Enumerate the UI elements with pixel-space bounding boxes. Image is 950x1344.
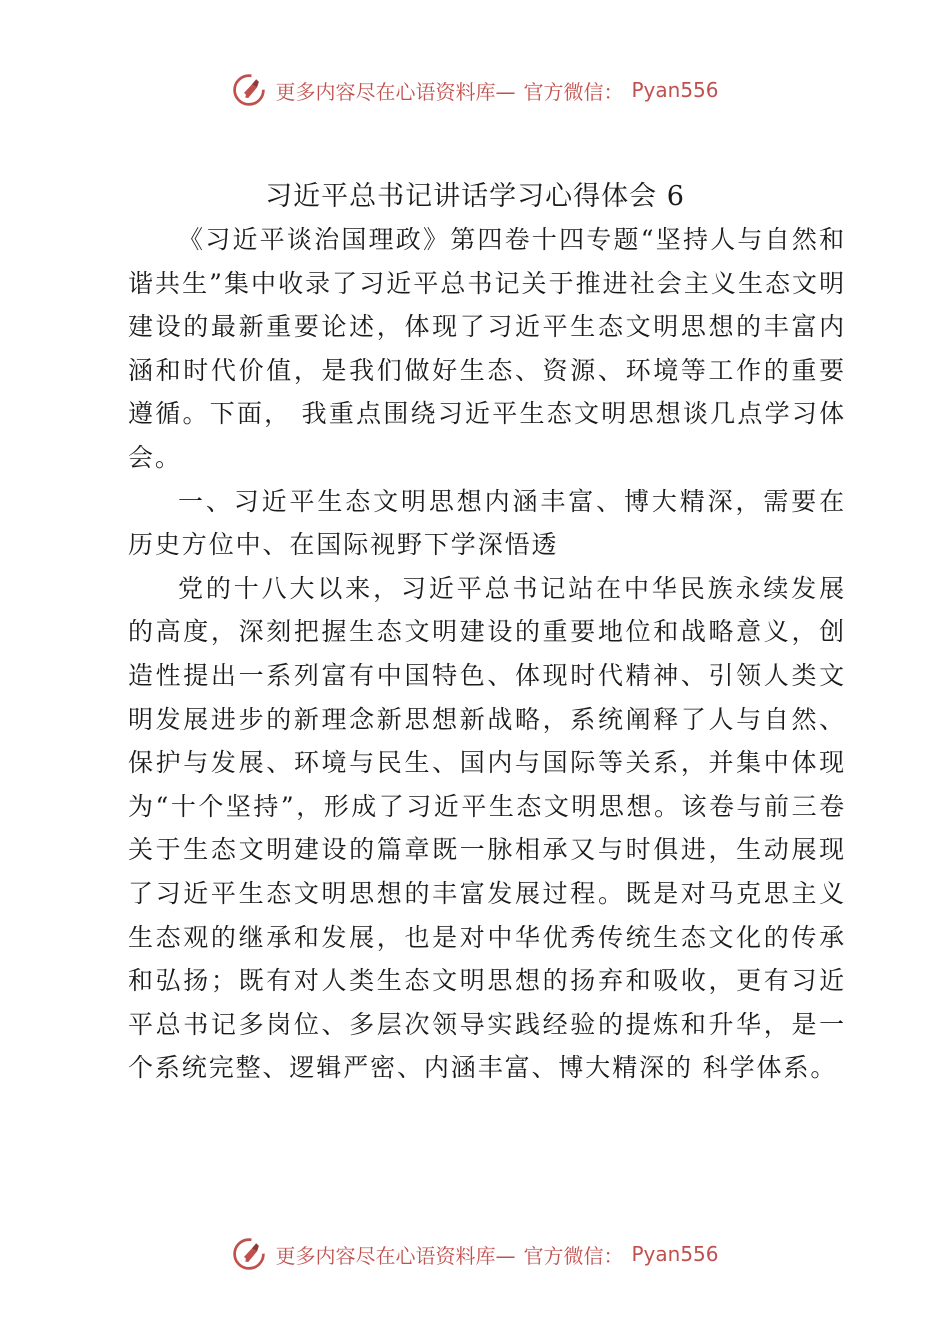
document-title: 习近平总书记讲话学习心得体会 6	[265, 181, 685, 212]
banner-wechat-id: Pyan556	[631, 1242, 719, 1266]
header-banner	[0, 72, 950, 108]
footer-banner	[0, 1236, 950, 1272]
banner-wechat-id: Pyan556	[631, 78, 719, 102]
section-heading: 一、习近平生态文明思想内涵丰富、博大精深，需要在历史方位中、在国际视野下学深悟透	[128, 486, 846, 560]
paragraph: 党的十八大以来，习近平总书记站在中华民族永续发展的高度，深刻把握生态文明建设的重要地位和战略意义，创造性提出一系列富有中国特色、体现时代精神、引领人类文明发展进步的新理念新思想新战略，系统阐释了人与自然、保护与发展、环境与民生、国内与国际等关系，并集中体现为“十个坚持”，形成了习近平生态文明思想。该卷与前三卷关于生态文明建设的篇章既一脉相承又与时俱进，生动展现了习近平生态文明思想的丰富发展过程。既是对马克思主义生态观的继承和发展，也是对中华优秀传统生态文化的传承和弘扬；既有对人类生态文明思想的扬弃和吸收，更有习近平总书记多岗位、多层次领导实践经验的提炼和升华，是一个系统完整、逻辑严密、内涵丰富、博大精深的 科学体系。	[128, 573, 846, 1083]
ribbon-logo-icon	[231, 72, 267, 108]
banner-wechat-label: 官方微信：	[523, 1243, 624, 1268]
banner-wechat-label: 官方微信：	[523, 79, 624, 104]
banner-text: 更多内容尽在心语资料库—	[275, 1243, 516, 1268]
document-body	[128, 218, 846, 1090]
ribbon-logo-icon	[231, 1236, 267, 1272]
paragraph: 《习近平谈治国理政》第四卷十四专题“坚持人与自然和谐共生”集中收录了习近平总书记关于推进社会主义生态文明建设的最新重要论述，体现了习近平生态文明思想的丰富内涵和时代价值，是我们做好生态、资源、环境等工作的重要遵循。下面， 我重点围绕习近平生态文明思想谈几点学习体会。	[128, 225, 846, 472]
banner-text: 更多内容尽在心语资料库—	[275, 79, 516, 104]
